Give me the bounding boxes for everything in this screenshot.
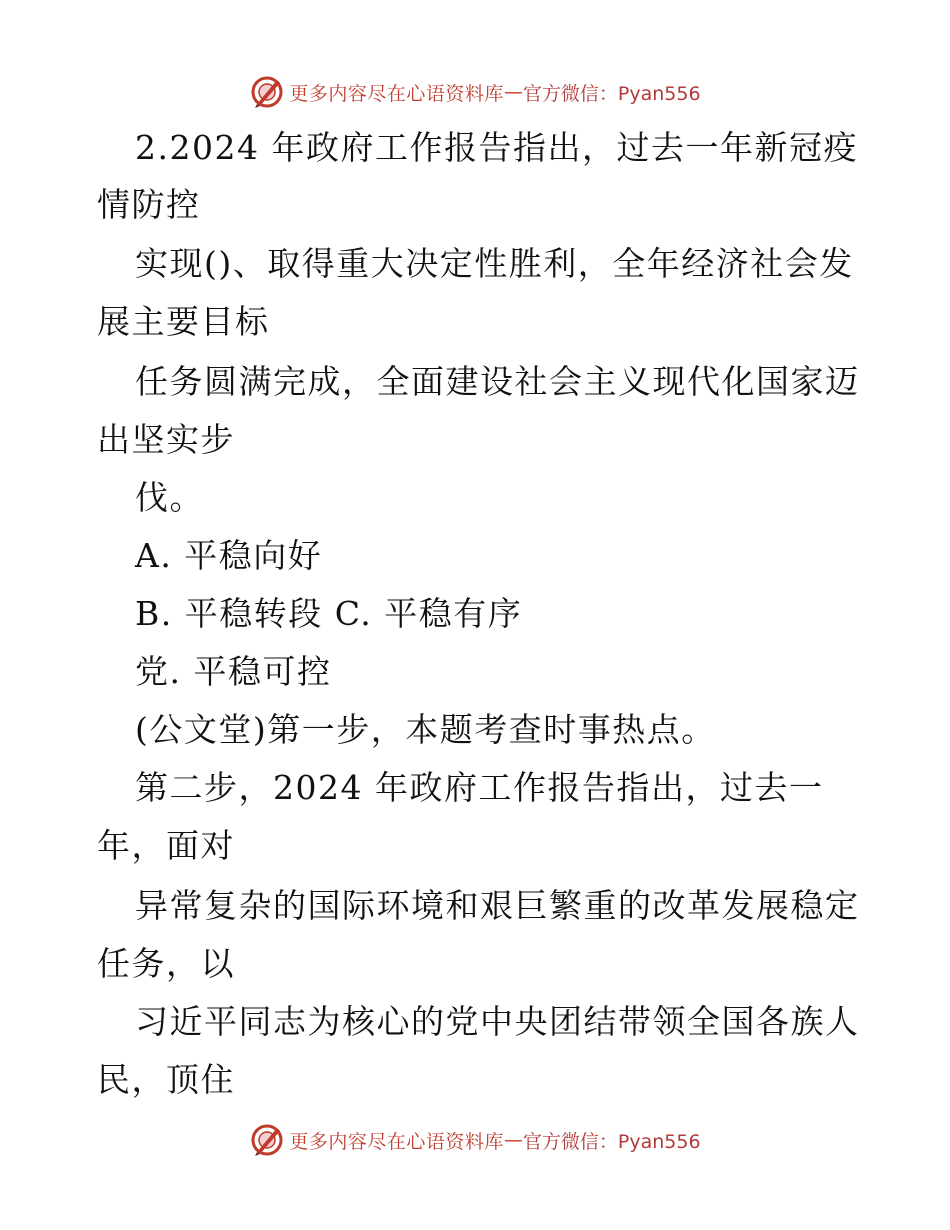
question-line: 伐。 (135, 478, 204, 517)
answer-line: 任务，以 (97, 944, 235, 983)
answer-line: 年，面对 (97, 826, 235, 865)
quill-pen-logo-icon (249, 74, 285, 110)
question-line: 出坚实步 (97, 420, 235, 459)
answer-line: 民，顶住 (97, 1060, 235, 1099)
question-line: 2.2024 年政府工作报告指出，过去一年新冠疫 (135, 128, 858, 167)
option-b-c: B. 平稳转段 C. 平稳有序 (135, 594, 523, 633)
header-banner (0, 72, 950, 112)
answer-line: (公文堂)第一步，本题考查时事热点。 (135, 710, 716, 749)
question-line: 展主要目标 (97, 302, 270, 341)
answer-line: 第二步，2024 年政府工作报告指出，过去一 (135, 768, 824, 807)
question-line: 任务圆满完成，全面建设社会主义现代化国家迈 (135, 362, 860, 401)
option-a: A. 平稳向好 (135, 536, 323, 575)
answer-line: 异常复杂的国际环境和艰巨繁重的改革发展稳定 (135, 886, 860, 925)
answer-line: 习近平同志为核心的党中央团结带领全国各族人 (135, 1002, 860, 1041)
question-line: 实现()、取得重大决定性胜利，全年经济社会发 (135, 244, 854, 283)
quill-pen-logo-icon (249, 1122, 285, 1158)
question-line: 情防控 (97, 185, 201, 224)
banner-dash: — (503, 1129, 523, 1151)
footer-banner (0, 1120, 950, 1160)
banner-contact: 官方微信：Pyan556 (522, 82, 701, 105)
banner-text: 更多内容尽在心语资料库 (289, 82, 504, 105)
banner-text: 更多内容尽在心语资料库 (289, 1130, 504, 1153)
banner-dash: — (503, 81, 523, 103)
banner-contact: 官方微信：Pyan556 (522, 1130, 701, 1153)
option-d: 党. 平稳可控 (135, 652, 332, 691)
